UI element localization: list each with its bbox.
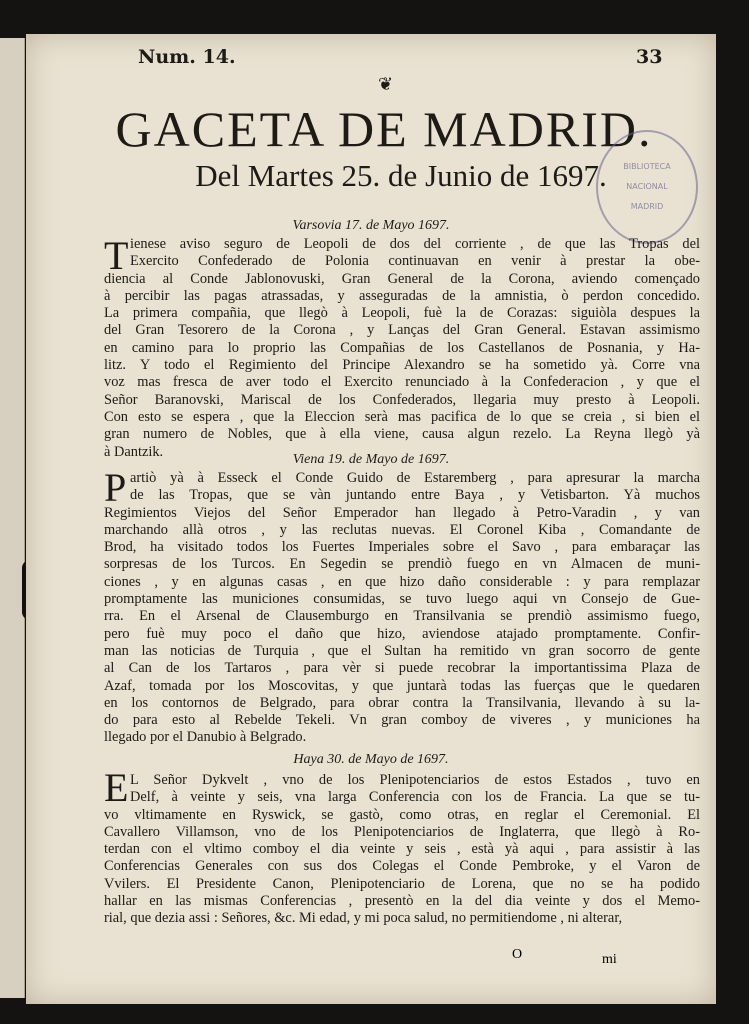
issue-date: Del Martes 25. de Junio de 1697. xyxy=(195,158,607,193)
text-line: Con esto se espera , que la Eleccion serà mas pacifica de lo que se creia , si bien el xyxy=(104,408,700,425)
text-line: rial, que dezia assi : Señores, &c. Mi edad, y mi poca salud, no permitiendome , ni alterar, xyxy=(104,910,623,927)
text-line: de las Tropas, que se vàn juntando entre Baya , y Vetisbarton. Yà muchos xyxy=(130,487,700,504)
text-line: en camino para lo proprio las Compañias de los Castellanos de Posnania, y Ha- xyxy=(104,339,700,356)
text-line: gran numero de Nobles, que à ella viene, causa algun rezelo. La Reyna llegò yà xyxy=(104,426,700,443)
text-line: ciones , y en algunas casas , en que hizo daño considerable : y para remplazar xyxy=(104,573,700,590)
text-line: marchando allà otros , y las reclutas nuevas. El Coronel Kiba , Comandante de xyxy=(104,521,700,538)
stamp-line: NACIONAL xyxy=(626,182,668,191)
text-line: ienese aviso seguro de Leopoli de dos del corriente , de que las Tropas del xyxy=(130,236,700,252)
text-line: vo vltimamente en Ryswick, se gastò, como otras, en reglar el Ceremonial. El xyxy=(104,806,700,823)
text-line: do para esto al Rebelde Tekeli. Vn gran comboy de viveres , y municiones ha xyxy=(104,712,700,729)
text-line: sorpresas de los Turcos. En Segedin se prendiò fuego en vn Almacen de muni- xyxy=(104,556,700,573)
text-line: rra. En el Arsenal de Clausemburgo en Transilvania se prendiò assimismo fuego, xyxy=(104,608,700,625)
stamp-line: BIBLIOTECA xyxy=(623,162,671,171)
text-line: Exercito Confederado de Polonia continuavan en venir à prestar la obe- xyxy=(130,253,700,270)
text-line: artiò yà à Esseck el Conde Guido de Estaremberg , para apresurar la marcha xyxy=(130,470,700,486)
stamp-line: MADRID xyxy=(630,202,664,211)
text-line: à percibir las pagas atrassadas, y asseguradas de la amnistia, ò perdon concedido. xyxy=(104,287,700,304)
text-line: promptamente las municiones consumidas, se tuvo luego aqui vn Consejo de Gue- xyxy=(104,591,700,608)
text-line: Regimientos Viejos del Señor Emperador han llegado à Petro-Varadin , y van xyxy=(104,504,700,521)
text-line: Conferencias Generales con sus dos Colegas el Conde Pembroke, y el Varon de xyxy=(104,858,700,875)
signature-mark: O xyxy=(512,947,523,962)
text-line: Delf, à veinte y seis, vna larga Conferencia con los de Francia. La que se tu- xyxy=(130,789,700,806)
drop-cap: T xyxy=(104,233,129,278)
text-line: diencia al Conde Jablonovuski, Gran General de la Corona, aviendo començado xyxy=(104,270,700,287)
text-line: en los contornos de Belgrado, para obrar contra la Transilvania, llevando à su la- xyxy=(104,694,700,711)
text-line: à Dantzik. xyxy=(104,443,164,460)
text-line: man las noticias de Turquia , que el Sultan ha remitido vn gran socorro de gente xyxy=(104,642,700,659)
text-line: pero fuè muy poco el daño que hizo, aviendose atajado promptamente. Confir- xyxy=(104,625,700,642)
text-line: Señor Baranovski, Mariscal de los Confederados, llegaria muy presto à Leopoli. xyxy=(104,391,700,408)
newspaper-page xyxy=(26,34,716,1004)
text-line: hallar en las mismas Conferencias , presentò en la del dia veinte y dos el Memo- xyxy=(104,893,700,910)
text-line: L Señor Dykvelt , vno de los Plenipotenciarios de estos Estados , tuvo en xyxy=(130,772,700,788)
text-line: al Can de los Tartaros , para vèr si puede recobrar la importantissima Plaza de xyxy=(104,660,700,677)
article-haya xyxy=(104,772,700,928)
article-varsovia xyxy=(104,233,700,461)
article-viena xyxy=(104,465,700,747)
dateline-varsovia: Varsovia 17. de Mayo 1697. xyxy=(292,218,450,233)
text-line: Vvilers. El Presidente Canon, Plenipotenciario de Lorena, que no se ha podido xyxy=(104,875,700,892)
catchword: mi xyxy=(602,952,617,967)
text-line: del Gran Tesorero de la Corona , y Lanças del Gran General. Estavan assimismo xyxy=(104,322,700,339)
dateline-haya: Haya 30. de Mayo de 1697. xyxy=(293,752,449,767)
newspaper-title: GACETA DE MADRID. xyxy=(115,101,653,157)
text-line: voz mas fresca de aver todo el Exercito renunciado à la Confederacion , y que el xyxy=(104,374,700,391)
ornament-icon: ❦ xyxy=(378,74,394,95)
issue-number: Num. 14. xyxy=(138,46,236,68)
text-line: La primera compañia, que llegò à Leopoli, fuè la de Corazas: siguiòla despues la xyxy=(104,305,700,322)
text-line: litz. Y todo el Regimiento del Principe Alexandro se ha sometido yà. Corre vna xyxy=(104,357,700,374)
text-line: Brod, ha visitado todos los Fuertes Imperiales sobre el Savo , para embaraçar las xyxy=(104,539,700,556)
adjacent-page-edge xyxy=(0,38,25,998)
page-number: 33 xyxy=(636,46,663,68)
drop-cap: E xyxy=(104,765,129,810)
text-line: Azaf, tomada por los Moscovitas, y que juntarà todas las fuerças que le quedaren xyxy=(104,677,700,694)
text-line: terdan con el vltimo comboy el dia veinte y seis , està yà aqui , para assistir à las xyxy=(104,841,700,858)
drop-cap: P xyxy=(104,465,127,510)
text-line: Cavallero Villamson, vno de los Plenipotenciarios de Inglaterra, que llegò à Ro- xyxy=(104,823,700,840)
text-line: llegado por el Danubio à Belgrado. xyxy=(104,729,307,746)
dateline-viena: Viena 19. de Mayo de 1697. xyxy=(292,452,450,467)
